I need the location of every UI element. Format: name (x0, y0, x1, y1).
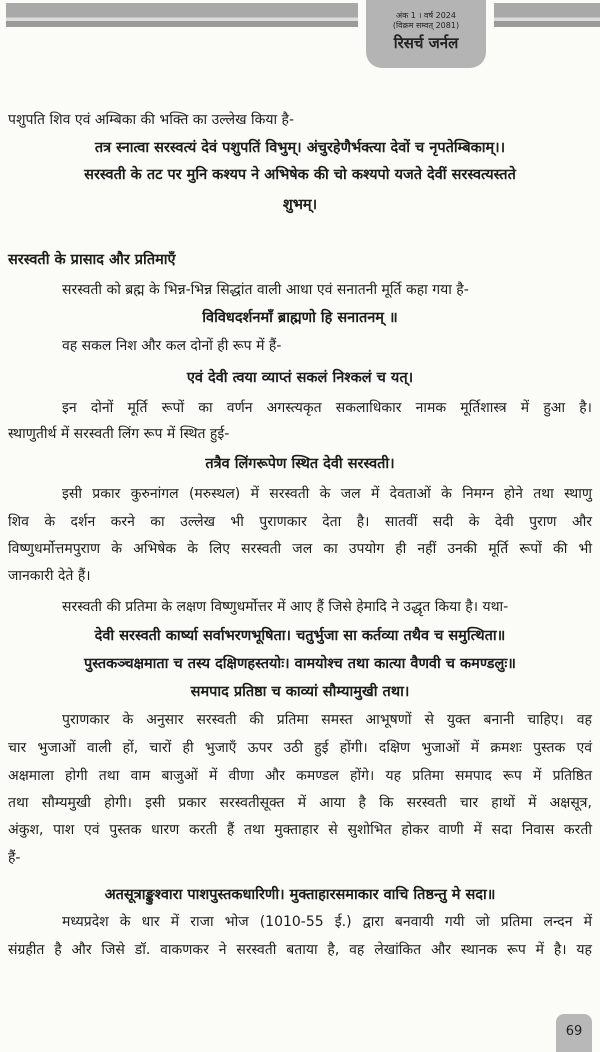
body-text-line: सरस्वती को ब्रह्म के भिन्न-भिन्न सिद्धांत वाली आधा एवं सनातनी मूर्ति कहा गया है- (62, 282, 469, 298)
journal-title: रिसर्च जर्नल (393, 34, 459, 52)
body-text-line: शिव के दर्शन करने का उल्लेख भी पुराणकार देता है। सातवीं सदी के देवी पुराण और (8, 514, 592, 530)
sanskrit-verse: तत्रैव लिंगरूपेण स्थित देवी सरस्वती। (205, 456, 395, 472)
sanskrit-verse: देवी सरस्वती कार्ष्या सर्वाभरणभूषिता। चतुर्भुजा सा कर्तव्या तथैव च समुत्थिता॥ (94, 628, 506, 644)
sanskrit-verse: सरस्वती के तट पर मुनि कश्यप ने अभिषेक की चो कश्यपो यजते देवीं सरस्वत्यस्तते (84, 167, 516, 183)
samvat-label: (विक्रम सम्वत् 2081) (392, 21, 460, 30)
sanskrit-verse: तत्र स्नात्वा सरस्वत्यं देवं पशुपतिं विभुम्। अंचुरहेणैर्भक्त्या देवों च नृपतेम्बिकाम्।। (94, 140, 506, 156)
header-band-left (6, 3, 358, 27)
body-text-line: संग्रहीत है और जिसे डॉ. वाकणकर ने सरस्वती बताया है, वह लेखांकित और स्थानक रूप में है। यह (8, 942, 592, 958)
body-text-line: चार भुजाओं वाली हों, चारों ही भुजाएँ ऊपर उठी हुई होंगी। दक्षिण भुजाओं में क्रमशः पुस्तक एवं (8, 740, 592, 756)
header-band-right (494, 3, 600, 27)
body-text-line: स्थाणुतीर्थ में सरस्वती लिंग रूप में स्थित हुई- (8, 426, 230, 442)
sanskrit-verse: शुभम्। (282, 197, 318, 213)
sanskrit-verse: पुस्तकञ्चक्षमाता च तस्य दक्षिणहस्तयोः। वामयोश्च तथा कात्या वैणवी च कमण्डलुः॥ (84, 656, 516, 672)
body-text-line: इसी प्रकार कुरुनांगल (मरुस्थल) में सरस्वती के जल में देवताओं के निमग्न होने तथा स्थाणु (62, 486, 592, 502)
body-text-line: हैं- (8, 850, 21, 866)
body-text-line: पशुपति शिव एवं अम्बिका की भक्ति का उल्लेख किया है- (8, 112, 295, 128)
body-text-line: मध्यप्रदेश के धार में राजा भोज (1010-55 ई.) द्वारा बनवायी गयी जो प्रतिमा लन्दन में (62, 914, 592, 930)
journal-header-tab (366, 0, 486, 68)
page-number: 69 (556, 1014, 592, 1052)
sanskrit-verse: विविधदर्शनमाँ ब्राह्मणो हि सनातनम् ॥ (202, 310, 398, 326)
sanskrit-verse: अतसूत्राङ्कुश्वारा पाशपुस्तकधारिणी। मुक्ताहारसमाकार वाचि तिष्ठन्तु मे सदा॥ (104, 887, 496, 903)
issue-label: अंक 1 । वर्ष 2024 (396, 11, 456, 20)
sanskrit-verse: एवं देवी त्वया व्याप्तं सकलं निश्कलं च यत्। (186, 370, 414, 386)
body-text-line: तथा सौम्यमुखी होगी। इसी प्रकार सरस्वतीसूक्त में आया है कि सरस्वती चार हाथों में अक्षसूत्र, (8, 795, 592, 811)
body-text-line: विष्णुधर्मोत्तमपुराण के अभिषेक के लिए सरस्वती जल का उपयोग ही नहीं उनकी मूर्ति रूपों की भी (8, 541, 592, 557)
body-text-line: इन दोनों मूर्ति रूपों का वर्णन अगस्त्यकृत सकलाधिकार नामक मूर्तिशास्त्र में हुआ है। (62, 400, 592, 416)
sanskrit-verse: समपाद प्रतिष्ठा च काव्यां सौम्यामुखी तथा। (190, 684, 410, 700)
body-text-line: वह सकल निश और कल दोनों ही रूप में हैं- (62, 338, 282, 354)
body-text-line: पुराणकार के अनुसार सरस्वती की प्रतिमा समस्त आभूषणों से युक्त बनानी चाहिए। वह (62, 712, 592, 728)
body-text-line: जानकारी देते हैं। (8, 568, 91, 584)
body-text-line: सरस्वती की प्रतिमा के लक्षण विष्णुधर्मोत्तर में आए हैं जिसे हेमादि ने उद्धृत किया है। यथा- (62, 599, 509, 615)
section-heading: सरस्वती के प्रासाद और प्रतिमाएँ (8, 252, 176, 268)
body-text-line: अक्षमाला होगी तथा वाम बाजुओं में वीणा और कमण्डल होंगे। यह प्रतिमा समपाद रूप में प्रतिष्ठित (8, 768, 592, 784)
body-text-line: अंकुश, पाश एवं पुस्तक धारण करती हैं तथा मुक्ताहार से सुशोभित होकर वाणी में सदा निवास करती (8, 822, 592, 838)
